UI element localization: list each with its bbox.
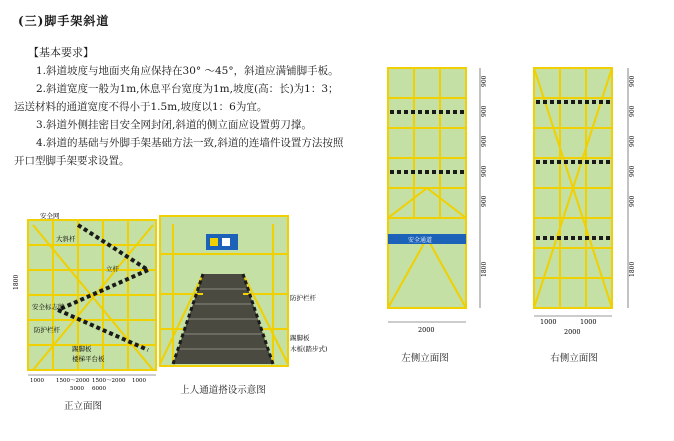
front-elevation-caption: 正立面图 <box>63 401 102 412</box>
front-label-upright: 立杆 <box>106 265 119 273</box>
access-label-toe-board: 踢脚板 <box>290 334 310 342</box>
left-sign-text: 安全通道 <box>408 237 433 244</box>
right-dim: 900 <box>629 195 636 207</box>
left-dim: 900 <box>481 195 488 207</box>
right-bottom-dim: 1000 <box>580 318 597 326</box>
left-dim: 900 <box>481 75 488 87</box>
section-title: (三)脚手架斜道 <box>18 14 110 28</box>
requirement-paragraph: 2.斜道宽度一般为1m,休息平台宽度为1m,坡度(高：长)为1：3；运送材料的通道宽度不得小于1.5m,坡度以1：6为宜。 <box>14 83 339 113</box>
right-elevation-caption: 右侧立面图 <box>550 353 598 364</box>
requirement-paragraph: 3.斜道外侧挂密目安全网封闭,斜道的侧立面应设置剪刀撑。 <box>36 119 312 131</box>
right-dim: 900 <box>629 165 636 177</box>
right-dim: 900 <box>629 135 636 147</box>
left-dim: 900 <box>481 165 488 177</box>
right-dim: 900 <box>629 105 636 117</box>
right-dim: 900 <box>629 75 636 87</box>
requirements-heading: 【基本要求】 <box>28 46 94 59</box>
front-label-sign: 安全标志牌 <box>32 303 65 311</box>
front-dim: 1500～2000 <box>92 378 126 384</box>
front-label-diagonal-rod: 大斜杆 <box>56 235 76 243</box>
front-label-toe-board: 踢脚板 <box>72 345 92 353</box>
left-bottom-dim: 2000 <box>418 326 435 334</box>
front-total-dim: 6000 <box>92 386 106 392</box>
front-side-dimension: 1800 <box>13 274 20 290</box>
right-dim: 1800 <box>629 261 636 277</box>
left-dim: 900 <box>481 135 488 147</box>
access-label-step-board: 木板(踏步式) <box>290 345 328 353</box>
front-dim: 1000 <box>132 378 146 384</box>
left-dim: 900 <box>481 105 488 117</box>
right-bottom-total: 2000 <box>564 328 581 336</box>
access-passage-drawing <box>158 214 343 374</box>
left-elevation-caption: 左侧立面图 <box>401 353 449 364</box>
requirement-paragraph: 4.斜道的基础与外脚手架基础方法一致,斜道的连墙件设置方法按照开口型脚手架要求设置。 <box>14 137 344 167</box>
access-label-guardrail: 防护栏杆 <box>290 294 316 302</box>
left-dim: 1800 <box>481 261 488 277</box>
front-elevation-drawing <box>8 210 158 395</box>
front-dim: 1000 <box>30 378 44 384</box>
right-elevation-drawing <box>528 62 653 342</box>
front-dim: 1500～2000 <box>56 378 90 384</box>
requirement-paragraph: 1.斜道坡度与地面夹角应保持在30° ～45°，斜道应满铺脚手板。 <box>36 65 339 77</box>
front-label-safety-net: 安全网 <box>40 212 60 220</box>
access-passage-caption: 上人通道搭设示意图 <box>180 385 266 396</box>
left-elevation-drawing <box>378 62 498 342</box>
front-label-platform: 楼梯平台板 <box>72 355 105 363</box>
right-bottom-dim: 1000 <box>540 318 557 326</box>
front-total-dim: 5000 <box>70 386 84 392</box>
front-label-guardrail: 防护栏杆 <box>34 326 60 334</box>
